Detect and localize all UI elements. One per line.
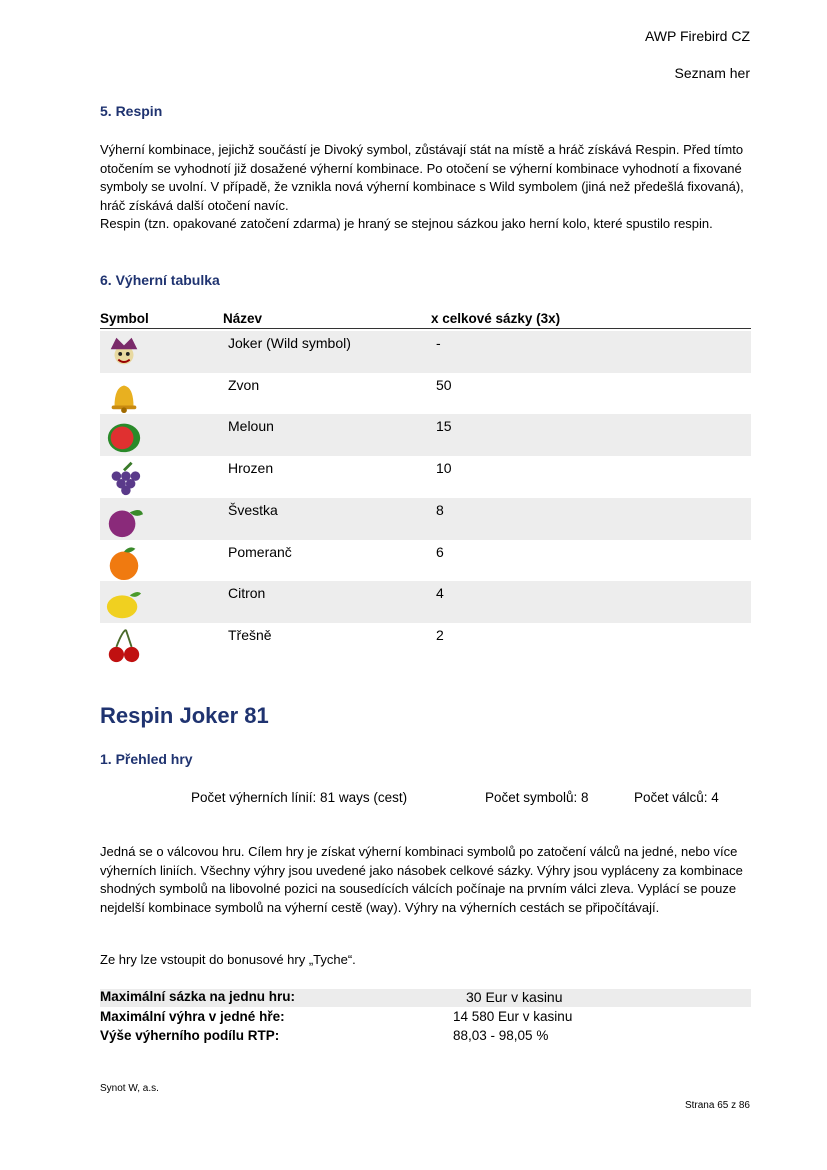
table-row	[100, 581, 751, 623]
paytable-heading: 6. Výherní tabulka	[100, 272, 220, 288]
symbol-multiplier: 50	[436, 376, 452, 393]
respin-text-2: Respin (tzn. opakované zatočení zdarma) je hraný se stejnou sázkou jako herní kolo, které spustilo respin.	[100, 216, 713, 231]
reels-info: Počet válců: 4	[634, 790, 719, 805]
respin-text: Výherní kombinace, jejichž součástí je Divoký symbol, zůstávají stát na místě a hráč získává Respin. Před tímto otočením se vyhodnotí již dosažené výherní kombinace. Po otočení se výherní kombinace vyhodnotí a fixované symboly se uvolní. V případě, že vznikla nová výherní kombinace s Wild symbolem (jiná než předešlá fixovaná), hráč získává další otočení navíc.	[100, 142, 744, 213]
document-title: AWP Firebird CZ	[644, 28, 750, 44]
footer-page: Strana 65 z 86	[684, 1100, 750, 1111]
orange-icon	[102, 543, 146, 581]
paytable-header	[100, 311, 751, 329]
grapes-icon	[102, 459, 146, 497]
symbol-name: Joker (Wild symbol)	[228, 335, 351, 351]
stat-max-bet	[100, 989, 751, 1007]
overview-heading: 1. Přehled hry	[100, 751, 193, 767]
col-multiplier: x celkové sázky (3x)	[431, 311, 561, 326]
lines-info: Počet výherních línií: 81 ways (cest)	[191, 790, 408, 805]
table-row	[100, 456, 751, 498]
plum-icon	[102, 501, 146, 539]
game-description: Jedná se o válcovou hru. Cílem hry je získat výherní kombinaci symbolů po zatočení válců na jedné, nebo více výherních liniích. Všechny výhry jsou uvedené jako násobek celkové sázky. Výhry jsou vypláceny za kombinace shodných symbolů na libovolné pozici na sousedících válcích počínaje na prvním válci zleva. Vyplácí se pouze nejdelší kombinace symbolů na výherní cestě (way). Výhry na výherních cestách se připočítávají.	[100, 844, 743, 915]
symbol-multiplier: 15	[436, 418, 452, 435]
stat-label: Maximální sázka na jednu hru:	[100, 989, 296, 1004]
col-symbol: Symbol	[100, 311, 149, 326]
joker-icon	[102, 334, 146, 372]
symbol-name: Třešně	[228, 626, 272, 643]
symbol-multiplier: 8	[436, 501, 444, 518]
lemon-icon	[102, 584, 146, 622]
table-row	[100, 540, 751, 582]
table-row	[100, 414, 751, 456]
symbol-multiplier: -	[436, 335, 441, 351]
table-row	[100, 373, 751, 415]
footer-company: Synot W, a.s.	[100, 1083, 159, 1094]
table-row	[100, 623, 751, 665]
game-title: Respin Joker 81	[100, 703, 269, 728]
bonus-info: Ze hry lze vstoupit do bonusové hry „Tyche“.	[100, 952, 356, 967]
symbol-multiplier: 10	[436, 460, 452, 477]
symbol-name: Meloun	[228, 418, 274, 435]
symbol-multiplier: 6	[436, 543, 444, 560]
table-row	[100, 331, 751, 373]
stat-value: 30 Eur v kasinu	[466, 989, 563, 1005]
symbol-name: Švestka	[228, 501, 278, 518]
symbol-name: Pomeranč	[228, 543, 292, 560]
watermelon-icon	[102, 417, 146, 455]
bell-icon	[102, 376, 146, 414]
cherries-icon	[102, 626, 146, 664]
section-title: Seznam her	[674, 65, 750, 81]
respin-paragraph	[100, 141, 755, 234]
symbol-multiplier: 2	[436, 626, 444, 643]
symbol-name: Citron	[228, 585, 266, 602]
respin-heading: 5. Respin	[100, 103, 163, 119]
stat-value: 88,03 - 98,05 %	[453, 1028, 549, 1043]
symbol-name: Zvon	[228, 376, 260, 393]
stat-value: 14 580 Eur v kasinu	[453, 1009, 573, 1024]
symbols-info: Počet symbolů: 8	[485, 790, 589, 805]
stat-rtp	[100, 1028, 751, 1046]
col-name: Název	[223, 311, 263, 326]
stat-max-win	[100, 1009, 751, 1027]
stat-label: Výše výherního podílu RTP:	[100, 1028, 280, 1043]
table-row	[100, 498, 751, 540]
symbol-multiplier: 4	[436, 585, 444, 602]
stat-label: Maximální výhra v jedné hře:	[100, 1009, 285, 1024]
symbol-name: Hrozen	[228, 460, 274, 477]
